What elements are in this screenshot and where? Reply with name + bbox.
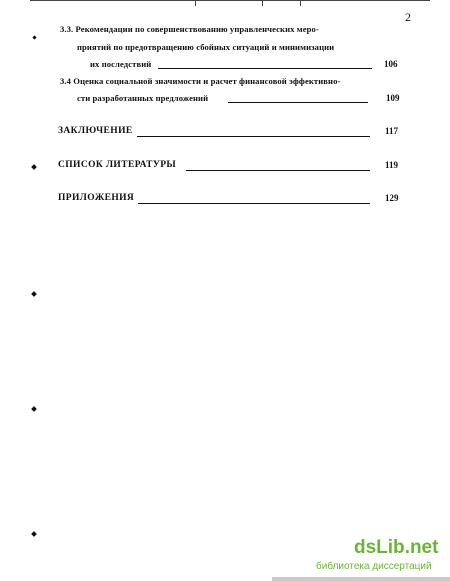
toc-3-4-leader [228,102,368,103]
scan-mark [31,164,37,170]
toc-references-leader [186,170,370,171]
toc-appendices-leader [138,203,370,204]
toc-3-3-line-1: 3.3. Рекомендации по совершенствованию управленческих меро- [60,24,319,34]
watermark-subtitle: библиотека диссертаций [316,561,432,572]
scan-mark [31,406,37,412]
toc-references-page: 119 [385,160,399,170]
toc-3-3-leader [158,68,372,69]
toc-3-4-line-1: 3.4 Оценка социальной значимости и расчет финансовой эффективно- [60,76,341,86]
scan-mark [31,291,37,297]
toc-3-3-line-3: их последствий [90,59,152,69]
top-border-line [30,0,430,1]
bottom-scan-bar [272,577,450,581]
top-border-tick [195,0,196,6]
watermark [300,535,450,581]
toc-3-3-line-2: приятий по предотвращению сбойных ситуаций и минимизации [77,42,335,52]
watermark-logo: dsLib.net [354,537,439,558]
top-border-tick [262,0,263,6]
toc-conclusion-page: 117 [385,126,399,136]
toc-3-3-page: 106 [384,59,398,69]
toc-appendices-label: ПРИЛОЖЕНИЯ [58,193,135,203]
toc-3-4-line-2: сти разработанных предложений [77,93,209,103]
toc-conclusion-label: ЗАКЛЮЧЕНИЕ [58,126,133,136]
toc-appendices-page: 129 [385,193,399,203]
page-number: 2 [405,10,411,24]
toc-3-4-page: 109 [386,93,400,103]
scan-mark [32,35,36,39]
toc-conclusion-leader [137,136,370,137]
toc-references-label: СПИСОК ЛИТЕРАТУРЫ [58,160,177,170]
top-border-tick [300,0,301,6]
scan-mark [31,531,37,537]
